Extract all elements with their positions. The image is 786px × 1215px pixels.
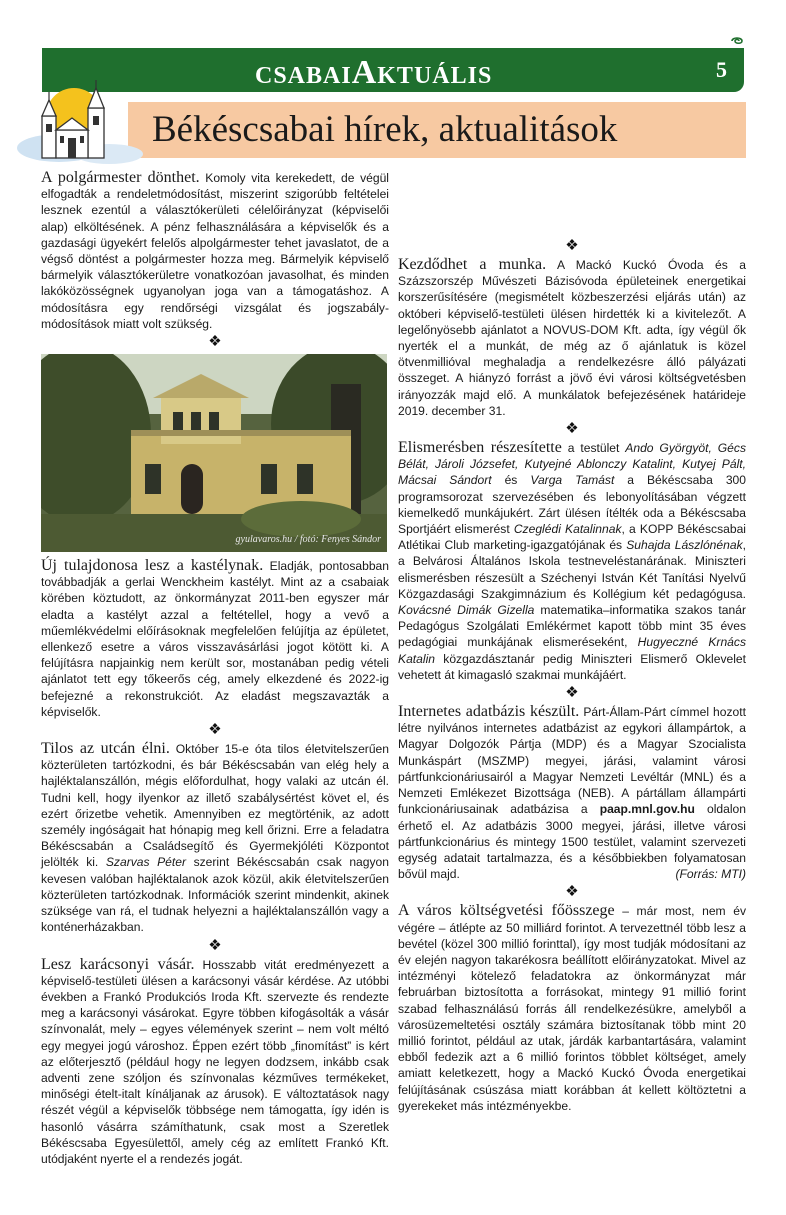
article-heading: Új tulajdonosa lesz a kastélynak.: [41, 557, 264, 575]
church-logo-icon: [14, 74, 150, 170]
person-name: Kovácsné Dimák Gizella: [398, 603, 535, 618]
photo-credit: gyulavaros.hu / fotó: Fenyes Sándor: [235, 533, 381, 545]
separator-ornament: ❖: [565, 237, 579, 254]
article-body: oldalon érhető el. Az adatbázis 3000 megyei, járási, illetve városi pártfunkcionárius és mintegy 1500 testület, valamint szervezeti egység adatait tartalmazza, és a későbbiekben folyamatosan bővül majd.: [398, 802, 746, 882]
article-castle: [41, 558, 389, 720]
article-heading: Kezdődhet a munka.: [398, 256, 547, 273]
separator-ornament: ❖: [208, 936, 222, 954]
swirl-icon: [730, 36, 744, 46]
person-name: Ando Györgyöt, Gécs Bélát, Jároli Józsefet, Kutyejné Ablonczy Katalint, Kutyej Pált, Mácsai Sándort: [398, 441, 746, 488]
article-mayor: [41, 170, 389, 332]
article-christmas-market: [41, 957, 389, 1168]
castle-photo: [41, 354, 387, 552]
article-heading: Tilos az utcán élni.: [41, 740, 170, 758]
magazine-title: CSABAIAKTUÁLIS: [255, 54, 493, 91]
right-column: [398, 158, 746, 1114]
database-link[interactable]: paap.mnl.gov.hu: [599, 802, 695, 817]
article-body: – már most, nem év végére – átlépte az 50 milliárd forintot. A tervezettnél több lesz a bevétel (közel 300 millió forinttal), így most tudják módosítani az év elején nagyon takarékosra beállított előirányzatokat. Mivel az intézményi kötelező feladatokra az önkormányzat már februárban biztosította a forrásokat, mintegy 91 millió forint szabad felhasználású forrás áll rendelkezésükre, amelyből a városüzemeltetési osztály számára biztosítanak több mint 20 millió forintot, például az utak, járdák karbantartására, valamint ebből fedezik azt a 6 millió forintos többlet költséget, amely amiatt keletkezett, hogy a Mackó Kuckó Óvoda energetikai felújításának csúszása miatt korábban át kellett költöztetni a gyerekeket más intézményekbe.: [398, 904, 746, 1113]
page-number: 5: [716, 57, 727, 82]
article-heading: A polgármester dönthet.: [41, 169, 200, 186]
article-heading: A város költségvetési főösszege: [398, 902, 615, 920]
separator-ornament: ❖: [208, 721, 222, 739]
article-source: (Forrás: MTI): [675, 867, 746, 882]
article-work-begins: [398, 257, 746, 419]
article-body: Komoly vita kerekedett, de végül elfogadták a rendeletmódosítást, miszerint szigorúbb feltételei lesznek ezentúl a választókerületi célelőirányzat (képviselői alap) elköltésének. A pénz felhasználására a képviselők és a gazdasági ügyekért felelős alpolgármester tehet javaslatot, de a végső döntést a polgármester hozza meg. Bármelyik képviselő bármelyik választókerületre vonatkozóan javasolhat, és minden lakóközösségnek ugyanolyan joga van a támogatáshoz. A módosításra egy rendőrségi vizsgálat és jogszabály-módosítások miatt volt szükség.: [41, 171, 389, 331]
left-column: [41, 170, 389, 1167]
article-body: Október 15-e óta tilos életvitelszerűen közterületen tartózkodni, és bár Békéscsabán van elég hely a hajléktalanszállón, mégis előfordulhat, hogy valaki az utcán él. Tudni kell, hogy ilyenkor az illető szabálysértést követ el, és ezért őrizetbe vehetik. Amennyiben ez megtörténik, az adott személy ingóságait hat hónapig meg kell őrizni. Erre a feladatra Békéscsabán a Családsegítő és Gyermekjóléti Központot jelölték ki.: [41, 742, 390, 870]
article-body: Párt-Állam-Párt címmel hozott létre nyilvános internetes adatbázist az egykori állampártok, a Magyar Dolgozók Pártja (MDP) és a Magyar Szocialista Munkáspárt (MSZMP) megyei, járási, valamint városi pártfunkcionáriusairól a Magyar Nemzeti Levéltár (MNL) és a Nemzeti Emlékezet Bizottsága (NEB). A pártállam állampárti funkcionáriusainak adatbázisa a: [398, 705, 746, 817]
person-name: Varga Tamást: [530, 473, 615, 488]
article-body: Eladják, pontosabban továbbadják a gerlai Wenckheim kastélyt. Mint az a csabaiak körében köztudott, az önkormányzat 2011-ben egyszer már eladta a kastélyt azzal a feltétellel, hogy a vevő a műemlékvédelmi előírásoknak megfelelően felújítja az épületet, ellenkező esetre a város visszavásárlási jogot kötött ki. A felújításra napjainkig nem került sor, mostanában pedig vételi ajánlatot tett egy tőkeerős cég, amely elkezdené és 2022-ig befejezné a rekonstrukciót. Az eladást megszavazták a képviselők.: [41, 559, 389, 719]
article-budget: [398, 903, 746, 1114]
article-heading: Internetes adatbázis készült.: [398, 703, 580, 721]
person-name: Czeglédi Katalinnak: [513, 522, 622, 537]
article-heading: Lesz karácsonyi vásár.: [41, 955, 195, 973]
separator-ornament: ❖: [565, 883, 579, 901]
separator-ornament: ❖: [565, 684, 579, 702]
article-awards: Elismerésben részesítette a testület Ando Györgyöt, Gécs Bélát, Jároli Józsefet, Kutyejné Ablonczy Katalint, Kutyej Pált, Mácsai Sándort és Varga Tamást a Békéscsaba 300 programsorozat szervezésében és lebonyolításában végzett kiemelkedő munkájukért. Zárt ülésen ítélték oda a Békéscsaba Sportjáért elismerést Czeglédi Katalinnak, a KOPP Békéscsabai Atlétikai Club marketing-igazgatójának és Suhajda Lászlónénak, a Belvárosi Általános Iskola testneveléstanárának. Miniszteri elismerésben részesült a Széchenyi István Két Tanítási Nyelvű Közgazdasági Szakgimnázium és Kollégium két pedagógusa. Kovácsné Dimák Gizella matematika–informatika szakos tanár Pedagógus Szolgálati Emlékérmet kapott több mint 35 éves pedagógiai munkájának elismeréseként, Hugyeczné Krnács Katalin közgazdásztanár pedig Miniszteri Elismerő Oklevelet vehetett át kimagasló szakmai munkájáért.: [398, 439, 746, 682]
continued-text-space: [398, 158, 746, 236]
article-database: [398, 704, 746, 882]
person-name: Hugyeczné Krnács Katalin: [398, 635, 746, 666]
section-subtitle: Békéscsabai hírek, aktualitások: [152, 109, 618, 150]
person-name: Szarvas Péter: [105, 855, 187, 870]
separator-ornament: ❖: [565, 420, 579, 438]
separator-ornament: ❖: [208, 333, 222, 351]
article-street: [41, 741, 389, 935]
article-body: szerint Békéscsabán csak nagyon kevesen valóban hajléktalanok azok közül, akik életvitelszerűen közterületen tartózkodnak. Információk szerint mindenkit, akinek szüksége van rá, el tudnak helyezni a hajléktalanszállón vagy a konténerházakban.: [41, 855, 390, 935]
person-name: Suhajda Lászlónénak: [626, 538, 743, 553]
article-body: A Mackó Kuckó Óvoda és a Százszorszép Művészeti Bázisóvoda épületeinek energetikai korszerűsítésére (megismételt közbeszerzési eljárás után) az októberi képviselő-testületi ülésen hirdették ki a kivitelezőt. A legelőnyösebb ajánlatot a NOVUS-DOM Kft. adta, így végül ők nyerték el a munkát, de még az ő ajánlatuk is közel ötvenmillióval meghaladja a rendelkezésre álló pályázati összeget. A hiányzó forrást a jövő évi városi költségvetésben irányozzák majd elő. A munkálatok befejezésének határideje 2019. december 31.: [398, 258, 746, 418]
article-heading: Elismerésben részesítette: [398, 439, 562, 457]
article-body: Hosszabb vitát eredményezett a képviselő-testületi ülésen a karácsonyi vásár kérdése. Az utóbbi években a Frankó Produkciós Iroda Kft. szervezte és rendezte meg a karácsonyi vásárokat. Egyre többen kifogásolták a vásár színvonalát, mely – egyes vélemények szerint – nem volt méltó egy megyei jogú városhoz. Éppen ezért több „finomítást” is kért az előterjesztő (például hogy ne legyen dodzsem, inkább csak adventi zene szóljon és színvonalas kézműves termékeket, minőségi ételt-italt kínáljanak az árusok). E változtatások nagy részét végül a képviselők többsége nem támogatta, így idén is hasonló vásárra számíthatunk, csak most a Szeretlek Békéscsaba Egyesülettől, amely cég az említett Frankó Kft. utódjaként nyerte el a rendezés jogát.: [41, 957, 389, 1166]
